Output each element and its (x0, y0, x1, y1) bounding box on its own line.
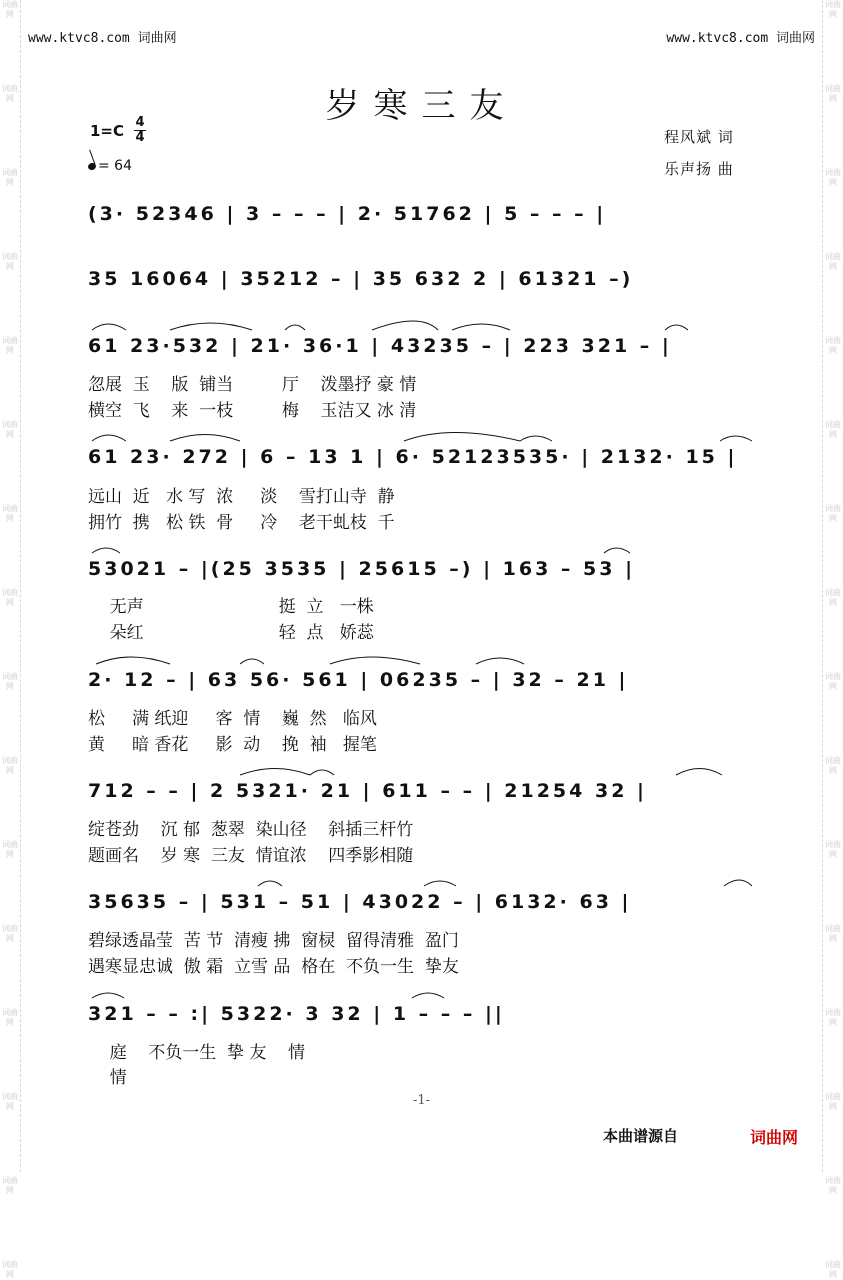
slur (170, 323, 252, 330)
composer-credit: 乐声扬 曲 (664, 160, 734, 178)
page-number: -1- (412, 1093, 431, 1108)
side-watermark: 词曲网 (825, 504, 841, 523)
song-title: 岁寒三友 (325, 86, 518, 126)
side-watermark: 词曲网 (825, 84, 841, 103)
lyric-verse-1: 无声 挺 立 一株 (88, 597, 374, 617)
site-url-right[interactable]: www.ktvc8.com 词曲网 (666, 31, 815, 46)
side-watermark: 词曲网 (2, 336, 18, 355)
side-watermark: 词曲网 (825, 168, 841, 187)
slur (310, 770, 334, 775)
slur (720, 436, 752, 441)
side-watermark: 词曲网 (825, 1092, 841, 1111)
source-label: 本曲谱源自 (603, 1127, 679, 1145)
side-watermark: 词曲网 (825, 1176, 841, 1195)
notation-system-7: 712 – – | 2 5321· 21 | 611 – – | 21254 32 | (88, 780, 647, 802)
side-watermark: 词曲网 (2, 84, 18, 103)
tempo-marking (88, 158, 132, 174)
lyric-verse-2: 遇寒显忠诚 傲 霜 立雪 品 格在 不负一生 挚友 (88, 957, 459, 977)
lyricist-credit: 程风斌 词 (664, 128, 734, 146)
notation-system-8: 35635 – | 531 – 51 | 43022 – | 6132· 63 | (88, 891, 632, 913)
side-watermark: 词曲网 (825, 1260, 841, 1279)
slur (676, 769, 722, 776)
side-watermark: 词曲网 (2, 1260, 18, 1279)
lyric-verse-2: 拥竹 携 松 铁 骨 冷 老干虬枝 千 (88, 513, 395, 533)
lyric-verse-1: 碧绿透晶莹 苦 节 清瘦 拂 窗棂 留得清雅 盈门 (88, 931, 459, 951)
notation-system-4: 61 23· 272 | 6 – 13 1 | 6· 52123535· | 2132· 15 | (88, 446, 738, 468)
slur (452, 324, 510, 330)
meter-top: 4 (135, 115, 145, 130)
lyric-verse-2: 黄 暗 香花 影 动 挽 袖 握笔 (88, 735, 377, 755)
lyric-verse-1: 松 满 纸迎 客 情 巍 然 临风 (88, 709, 377, 729)
meter-bottom: 4 (135, 130, 145, 145)
time-signature (134, 116, 146, 145)
notation-system-9: 321 – – :| 5322· 3 32 | 1 – – – || (88, 1003, 505, 1025)
side-watermark: 词曲网 (825, 672, 841, 691)
side-watermark: 词曲网 (825, 1008, 841, 1027)
side-watermark: 词曲网 (2, 840, 18, 859)
lyric-verse-1: 忽展 玉 版 铺当 厅 泼墨抒 豪 情 (88, 375, 417, 395)
slur (258, 881, 282, 886)
side-watermark: 词曲网 (2, 420, 18, 439)
side-watermark: 词曲网 (2, 252, 18, 271)
key-signature: 1=C (90, 122, 125, 140)
lyric-verse-2: 题画名 岁 寒 三友 情谊浓 四季影相随 (88, 846, 414, 866)
side-watermark: 词曲网 (2, 1008, 18, 1027)
slur (170, 435, 240, 442)
slur (604, 548, 630, 553)
lyric-verse-2: 横空 飞 来 一枝 梅 玉洁又 冰 清 (88, 401, 417, 421)
notation-system-5: 53021 – |(25 3535 | 25615 –) | 163 – 53 | (88, 558, 636, 580)
side-watermark: 词曲网 (2, 672, 18, 691)
side-watermark: 词曲网 (2, 924, 18, 943)
slur (424, 881, 456, 886)
left-watermark-strip (0, 0, 21, 1279)
notation-system-3: 61 23·532 | 21· 36·1 | 43235 – | 223 321 – | (88, 335, 672, 357)
slur (520, 436, 552, 441)
slur (412, 993, 444, 998)
side-watermark: 词曲网 (825, 0, 841, 19)
side-watermark: 词曲网 (825, 840, 841, 859)
slur (665, 325, 688, 330)
side-watermark: 词曲网 (2, 1092, 18, 1111)
notation-system-6: 2· 12 – | 63 56· 561 | 06235 – | 32 – 21 | (88, 669, 629, 691)
tempo-value: = 64 (98, 158, 132, 174)
lyric-verse-1: 远山 近 水 写 浓 淡 雪打山寺 静 (88, 487, 395, 507)
slur (724, 880, 752, 886)
notation-system-1: (3· 52346 | 3 – – – | 2· 51762 | 5 – – – | (88, 203, 607, 225)
side-watermark: 词曲网 (825, 336, 841, 355)
side-watermark: 词曲网 (2, 756, 18, 775)
slur (92, 435, 126, 441)
slur (404, 433, 520, 442)
slur (96, 657, 170, 664)
right-watermark-strip (822, 0, 843, 1279)
site-logo[interactable]: 词曲网 (750, 1128, 799, 1147)
side-watermark: 词曲网 (825, 924, 841, 943)
lyric-verse-1: 绽苍劲 沉 郁 葱翠 染山径 斜插三杆竹 (88, 820, 414, 840)
side-watermark: 词曲网 (2, 168, 18, 187)
side-watermark: 词曲网 (825, 756, 841, 775)
side-watermark: 词曲网 (2, 1176, 18, 1195)
side-watermark: 词曲网 (825, 588, 841, 607)
side-watermark: 词曲网 (2, 504, 18, 523)
slur (285, 325, 305, 330)
slur (92, 324, 126, 330)
site-url-left[interactable]: www.ktvc8.com 词曲网 (28, 31, 177, 46)
slur (330, 657, 420, 664)
lyric-verse-1: 庭 不负一生 挚 友 情 (88, 1043, 306, 1063)
slur (92, 993, 124, 998)
slur (240, 769, 310, 776)
side-watermark: 词曲网 (825, 420, 841, 439)
notation-system-2: 35 16064 | 35212 – | 35 632 2 | 61321 –) (88, 268, 634, 290)
slur (372, 321, 438, 330)
slur (240, 659, 264, 664)
slur (476, 658, 524, 664)
side-watermark: 词曲网 (825, 252, 841, 271)
lyric-verse-2: 朵红 轻 点 娇蕊 (88, 623, 374, 643)
side-watermark: 词曲网 (2, 0, 18, 19)
lyric-verse-2: 情 (88, 1068, 127, 1088)
side-watermark: 词曲网 (2, 588, 18, 607)
quarter-note-icon (87, 162, 97, 171)
slur (92, 548, 120, 553)
